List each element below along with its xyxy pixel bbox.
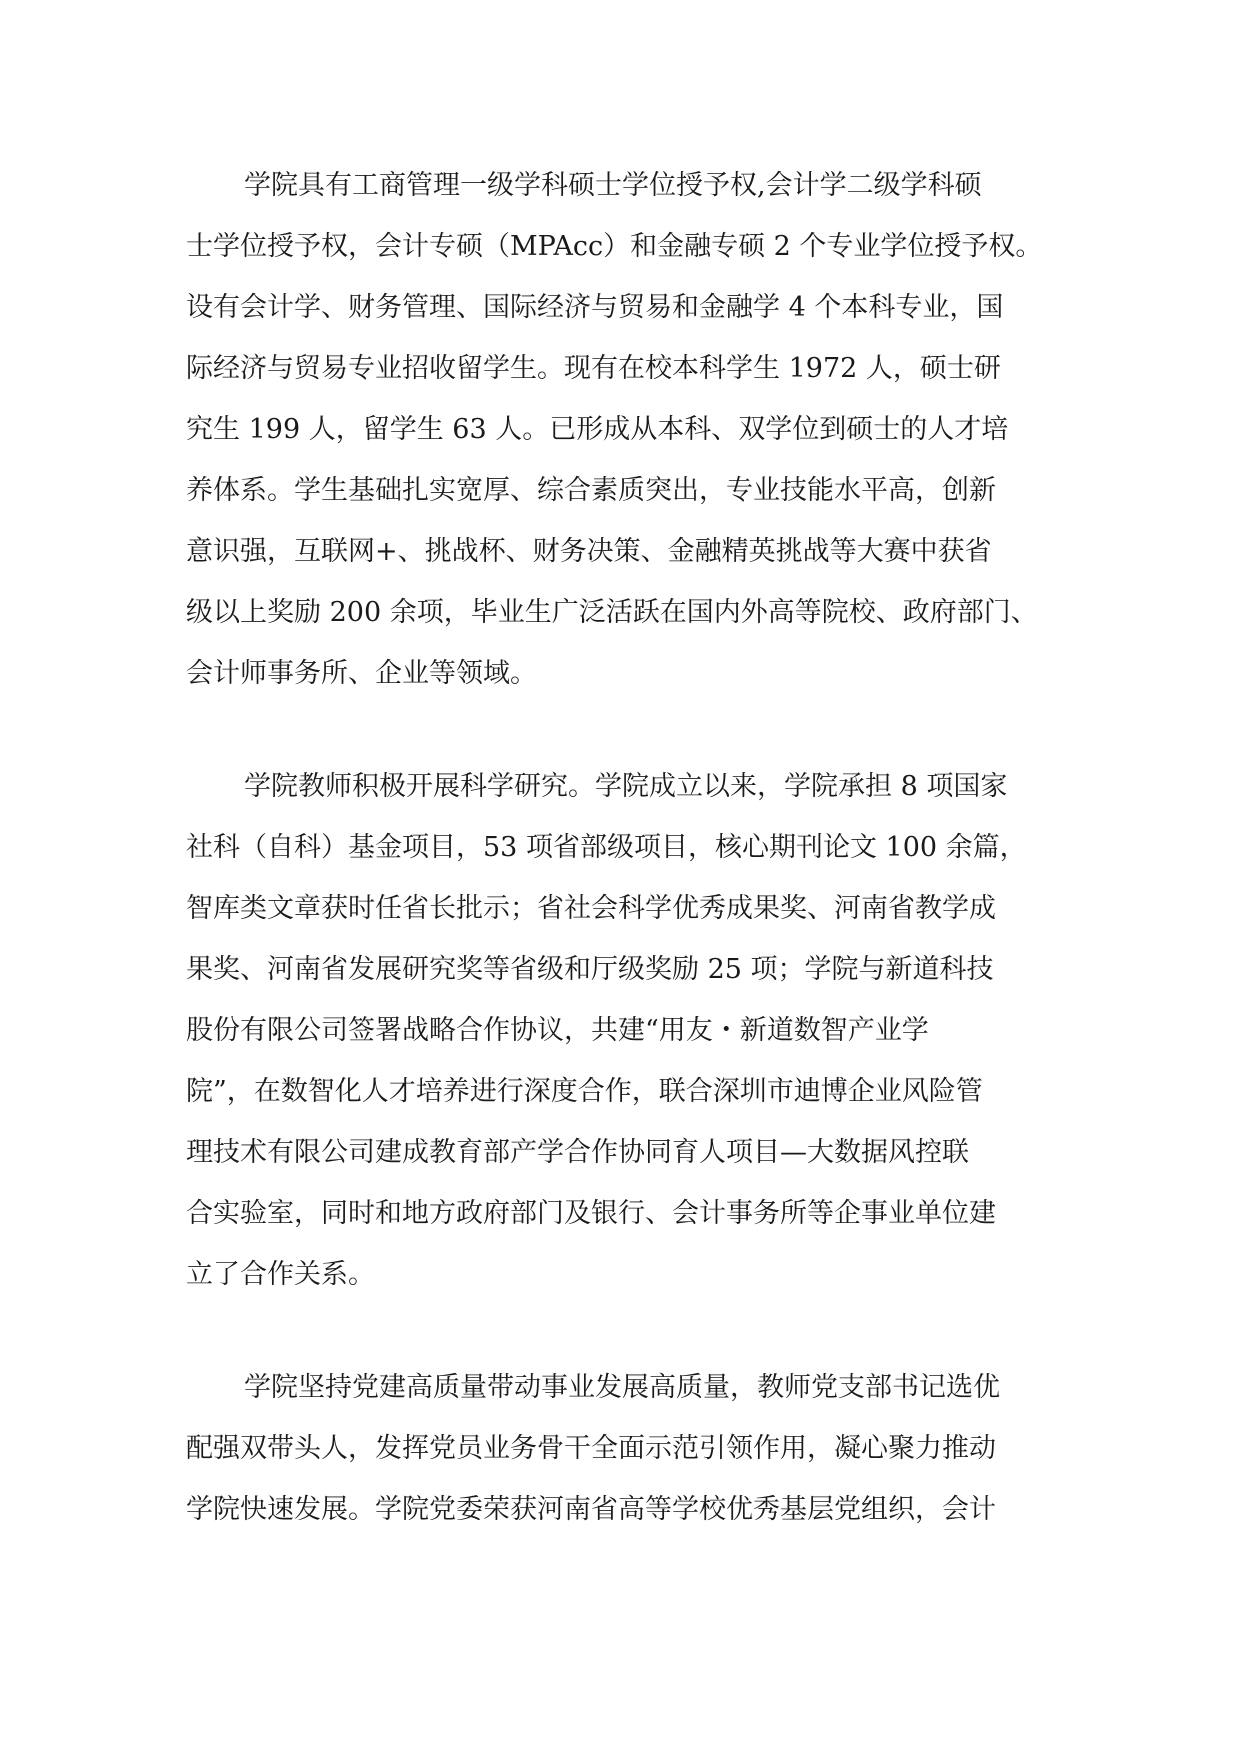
text-line: 立了合作关系。 xyxy=(186,1259,375,1290)
paragraph-party-building xyxy=(186,1357,1056,1540)
text-line: 股份有限公司签署战略合作协议，共建“用友・新道数智产业学 xyxy=(186,1015,929,1046)
text-line: 级以上奖励 200 余项，毕业生广泛活跃在国内外高等院校、政府部门、 xyxy=(186,597,1038,628)
paragraph-degree-programs xyxy=(186,155,1056,704)
text-line: 士学位授予权，会计专硕（MPAcc）和金融专硕 2 个专业学位授予权。 xyxy=(186,231,1043,262)
text-line: 学院教师积极开展科学研究。学院成立以来，学院承担 8 项国家 xyxy=(244,771,1008,802)
text-line: 学院快速发展。学院党委荣获河南省高等学校优秀基层党组织，会计 xyxy=(186,1494,996,1525)
text-line: 意识强，互联网+、挑战杯、财务决策、金融精英挑战等大赛中获省 xyxy=(186,536,992,567)
text-line: 合实验室，同时和地方政府部门及银行、会计事务所等企事业单位建 xyxy=(186,1198,996,1229)
text-line: 究生 199 人，留学生 63 人。已形成从本科、双学位到硕士的人才培 xyxy=(186,414,1009,445)
text-line: 会计师事务所、企业等领域。 xyxy=(186,658,537,689)
text-line: 学院具有工商管理一级学科硕士学位授予权,会计学二级学科硕 xyxy=(244,170,982,201)
text-line: 理技术有限公司建成教育部产学合作协同育人项目—大数据风控联 xyxy=(186,1137,969,1168)
paragraph-spacer xyxy=(186,704,1056,756)
text-line: 院”，在数智化人才培养进行深度合作，联合深圳市迪博企业风险管 xyxy=(186,1076,983,1107)
paragraph-research xyxy=(186,756,1056,1305)
text-line: 配强双带头人，发挥党员业务骨干全面示范引领作用，凝心聚力推动 xyxy=(186,1433,996,1464)
text-line: 养体系。学生基础扎实宽厚、综合素质突出，专业技能水平高，创新 xyxy=(186,475,996,506)
paragraph-spacer xyxy=(186,1305,1056,1357)
text-line: 社科（自科）基金项目，53 项省部级项目，核心期刊论文 100 余篇， xyxy=(186,832,1027,863)
text-line: 学院坚持党建高质量带动事业发展高质量，教师党支部书记选优 xyxy=(244,1372,1000,1403)
text-line: 智库类文章获时任省长批示；省社会科学优秀成果奖、河南省教学成 xyxy=(186,893,996,924)
document-body xyxy=(186,155,1056,1540)
text-line: 际经济与贸易专业招收留学生。现有在校本科学生 1972 人，硕士研 xyxy=(186,353,1001,384)
text-line: 果奖、河南省发展研究奖等省级和厅级奖励 25 项；学院与新道科技 xyxy=(186,954,994,985)
text-line: 设有会计学、财务管理、国际经济与贸易和金融学 4 个本科专业，国 xyxy=(186,292,1004,323)
